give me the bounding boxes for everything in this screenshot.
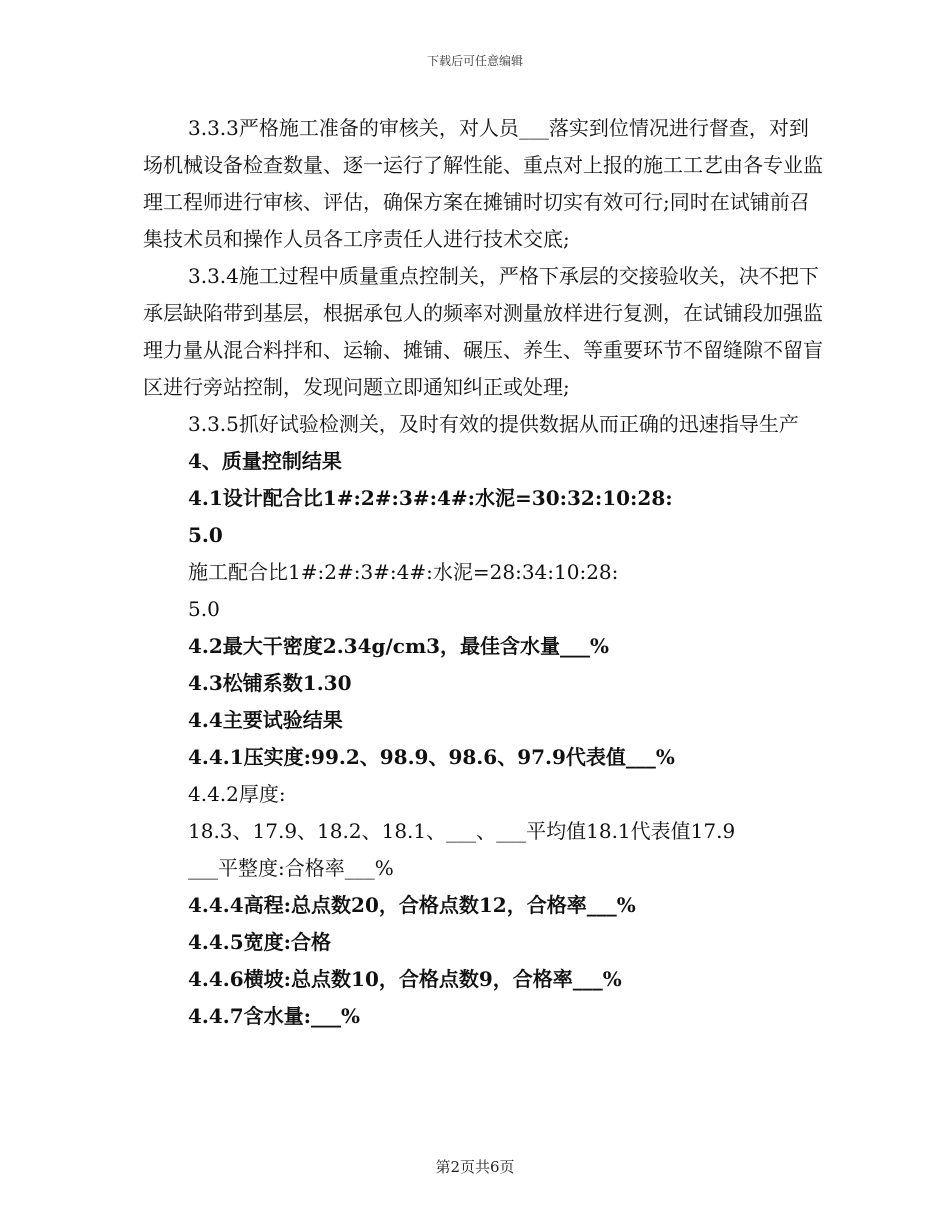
compaction-line: 4.4.1压实度:99.2、98.9、98.6、97.9代表值___%: [188, 745, 675, 769]
page-footer: 第2页共6页: [435, 1158, 515, 1176]
max-dry-density-line: 4.2最大干密度2.34g/cm3，最佳含水量___%: [188, 634, 610, 658]
construction-mix-ratio-cement: 5.0: [188, 597, 220, 621]
elevation-line: 4.4.4高程:总点数20，合格点数12，合格率___%: [188, 893, 636, 917]
loose-coefficient-line: 4.3松铺系数1.30: [188, 671, 352, 695]
construction-mix-ratio-line: 施工配合比1#:2#:3#:4#:水泥=28:34:10:28:: [188, 560, 619, 584]
page-header: 下载后可任意编辑: [426, 54, 523, 68]
design-mix-ratio-line: 4.1设计配合比1#:2#:3#:4#:水泥=30:32:10:28:: [188, 486, 673, 510]
flatness-line: ___平整度:合格率___%: [188, 856, 394, 880]
thickness-values: 18.3、17.9、18.2、18.1、___、___平均值18.1代表值17.9: [188, 819, 736, 843]
width-line: 4.4.5宽度:合格: [188, 930, 332, 954]
page-content: [143, 110, 823, 1035]
paragraph-3-3-5: 3.3.5抓好试验检测关，及时有效的提供数据从而正确的迅速指导生产: [188, 412, 799, 436]
thickness-label: 4.4.2厚度:: [188, 782, 286, 806]
moisture-content-line: 4.4.7含水量:___%: [188, 1004, 361, 1028]
cross-slope-line: 4.4.6横坡:总点数10，合格点数9，合格率___%: [188, 967, 622, 991]
section-heading-4: 4、质量控制结果: [188, 449, 342, 473]
design-mix-ratio-cement: 5.0: [188, 523, 223, 547]
paragraph-3-3-4: 3.3.4施工过程中质量重点控制关，严格下承层的交接验收关，决不把下承层缺陷带到基层，根据承包人的频率对测量放样进行复测，在试铺段加强监理力量从混合料拌和、运输、摊铺、碾压、养生、等重要环节不留缝隙不留盲区进行旁站控制，发现问题立即通知纠正或处理;: [143, 264, 823, 399]
main-test-results-heading: 4.4主要试验结果: [188, 708, 343, 732]
paragraph-3-3-3: 3.3.3严格施工准备的审核关，对人员___落实到位情况进行督查，对到场机械设备检查数量、逐一运行了解性能、重点对上报的施工工艺由各专业监理工程师进行审核、评估，确保方案在摊铺时切实有效可行;同时在试铺前召集技术员和操作人员各工序责任人进行技术交底;: [143, 116, 823, 251]
